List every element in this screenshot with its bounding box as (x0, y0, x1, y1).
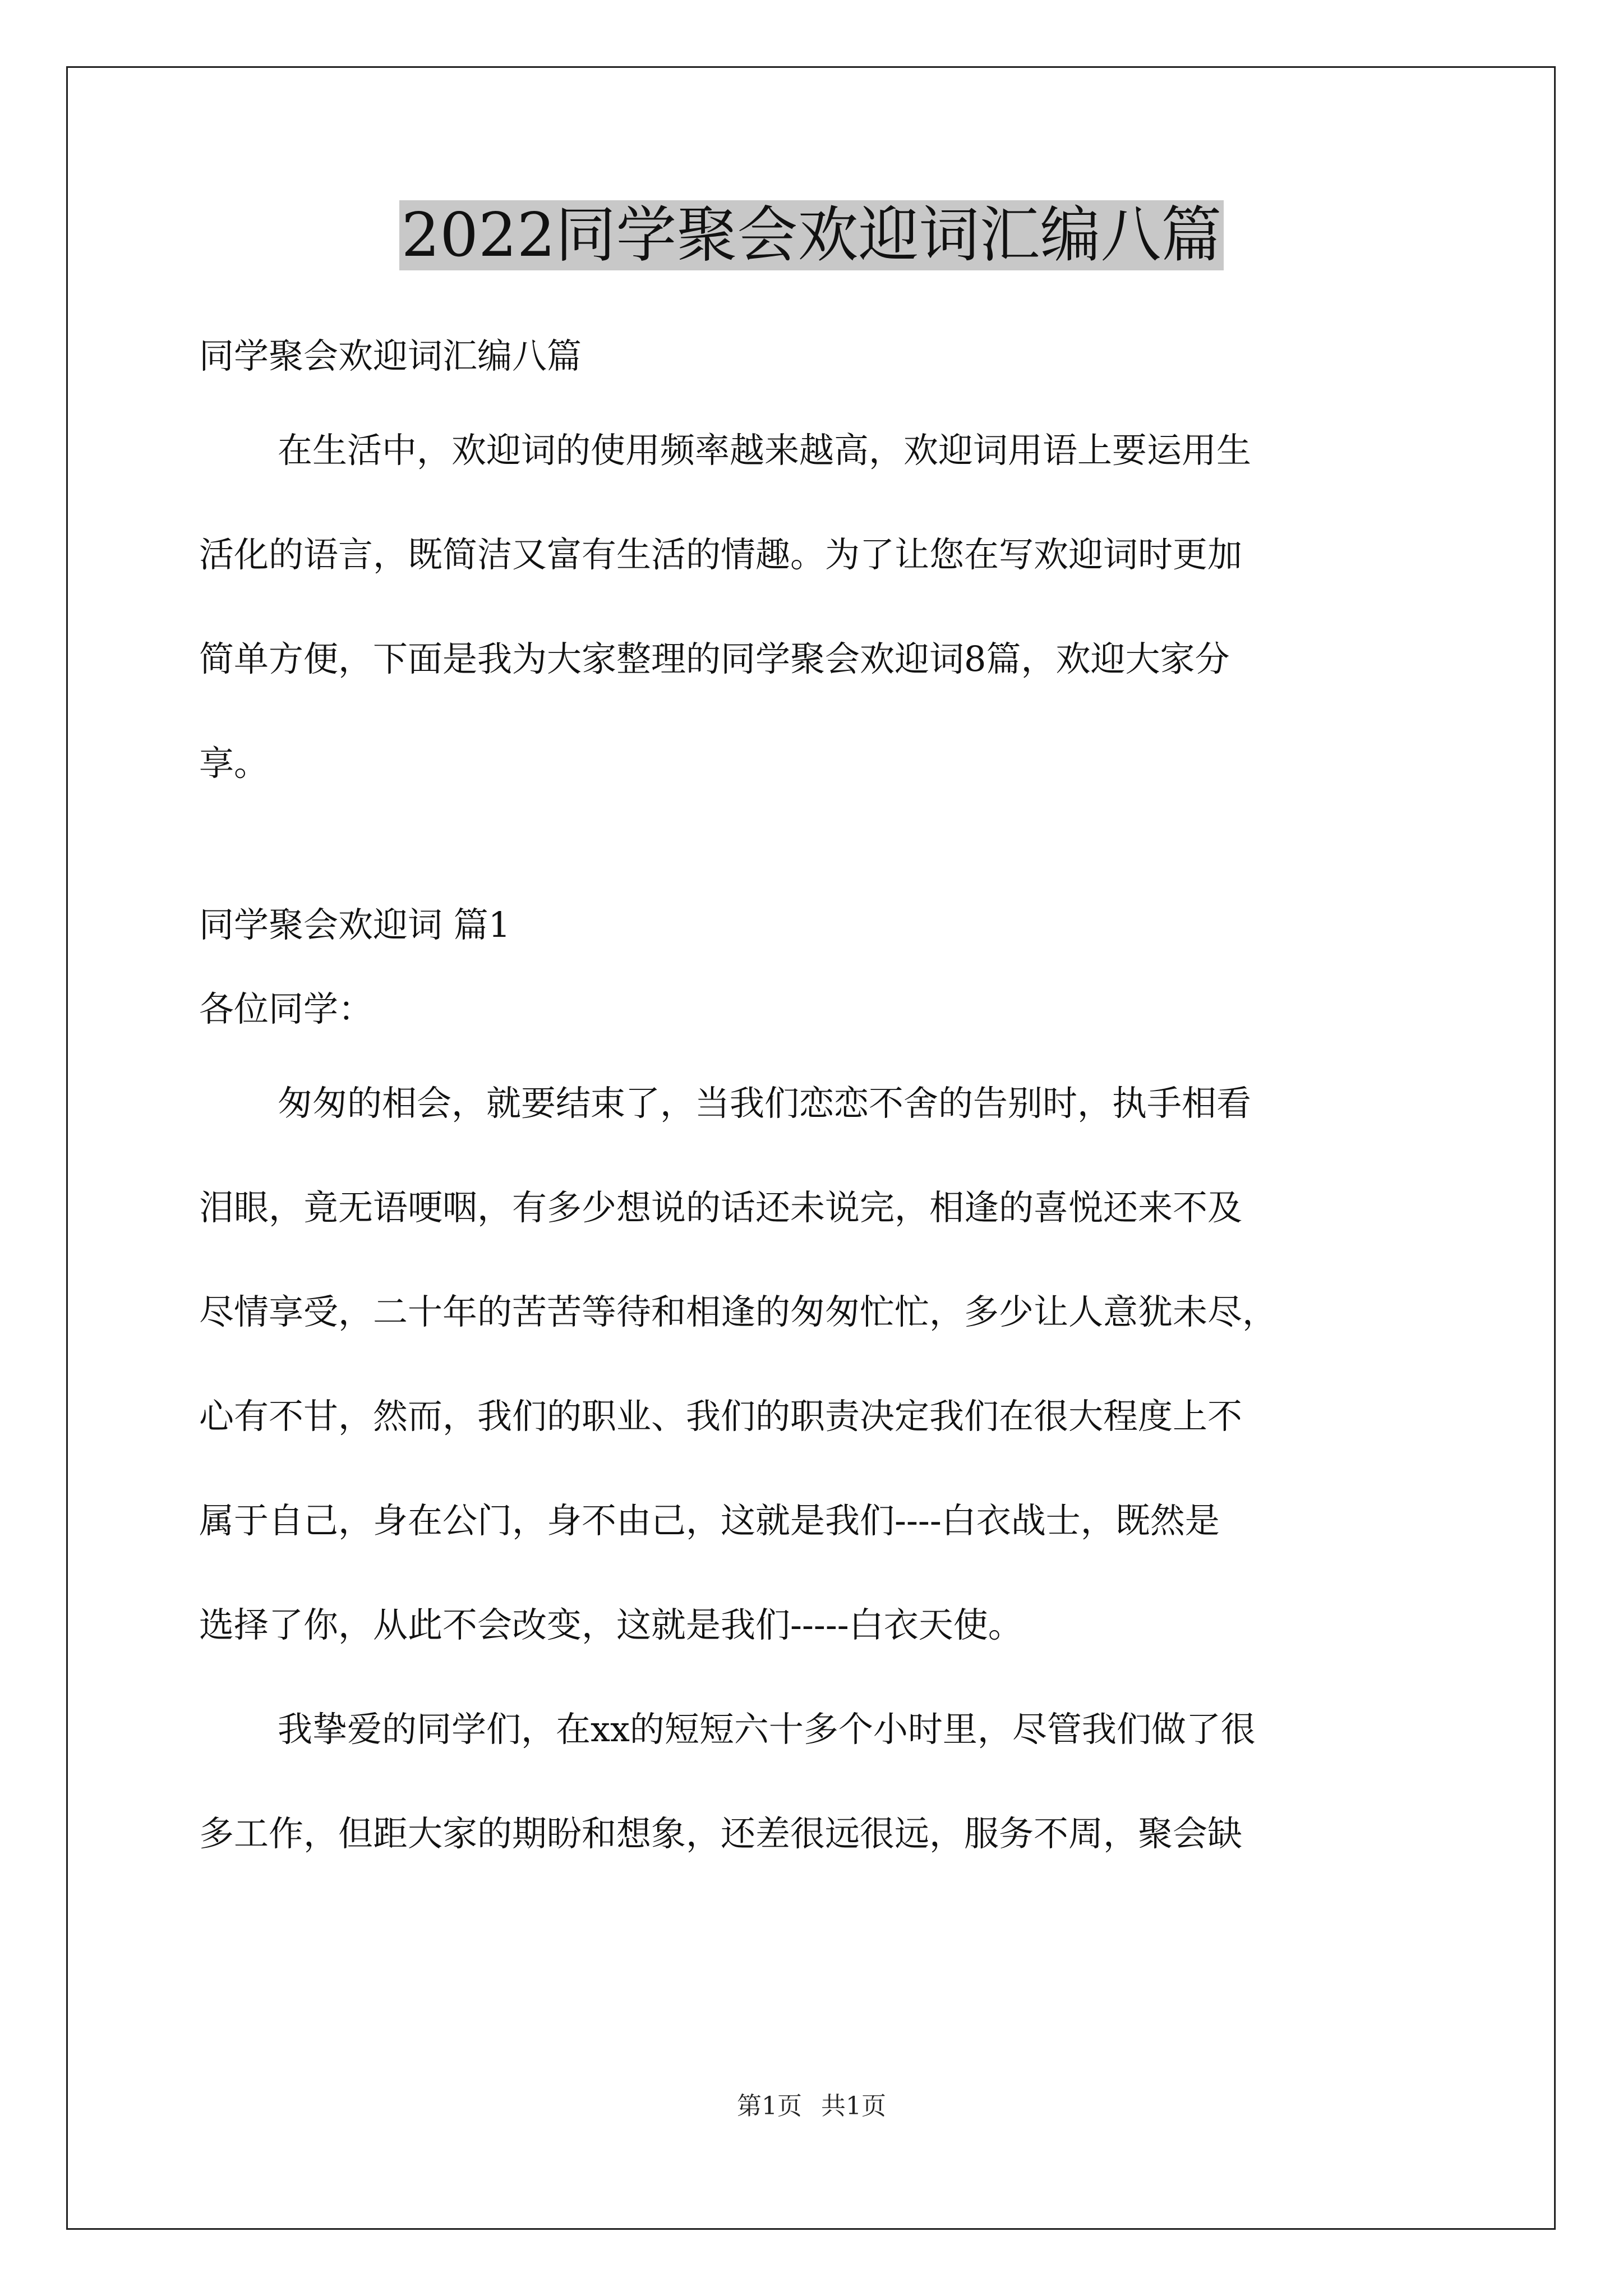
page-number: 第1页 (737, 2092, 802, 2120)
text-line: 选择了你，从此不会改变，这就是我们-----白衣天使。 (199, 1604, 1023, 1645)
salutation: 各位同学： (199, 988, 374, 1029)
intro-paragraph (199, 398, 1433, 816)
subtitle: 同学聚会欢迎词汇编八篇 (199, 335, 582, 376)
page-total: 共1页 (821, 2092, 886, 2120)
body-paragraph-1 (199, 1051, 1433, 1677)
document-title (0, 194, 1623, 278)
text-line: 属于自己，身在公门，身不由己，这就是我们----白衣战士，既然是 (199, 1500, 1220, 1541)
text-line: 我挚爱的同学们，在xx的短短六十多个小时里，尽管我们做了很 (278, 1709, 1256, 1750)
text-line: 活化的语言，既简洁又富有生活的情趣。为了让您在写欢迎词时更加 (199, 534, 1243, 575)
body-paragraph-2 (199, 1677, 1433, 1886)
document-title-text: 2022同学聚会欢迎词汇编八篇 (399, 200, 1224, 270)
text-line: 心有不甘，然而，我们的职业、我们的职责决定我们在很大程度上不 (199, 1396, 1243, 1437)
text-line: 多工作，但距大家的期盼和想象，还差很远很远，服务不周，聚会缺 (199, 1813, 1243, 1854)
text-line: 匆匆的相会，就要结束了，当我们恋恋不舍的告别时，执手相看 (278, 1083, 1252, 1124)
section-heading: 同学聚会欢迎词 篇1 (199, 904, 511, 945)
text-line: 泪眼，竟无语哽咽，有多少想说的话还未说完，相逢的喜悦还来不及 (199, 1187, 1243, 1228)
text-line: 享。 (199, 743, 269, 784)
text-line: 在生活中，欢迎词的使用频率越来越高，欢迎词用语上要运用生 (278, 430, 1252, 471)
spacer (199, 816, 1433, 883)
text-line: 简单方便，下面是我为大家整理的同学聚会欢迎词8篇，欢迎大家分 (199, 638, 1230, 679)
document-body (199, 314, 1433, 1886)
page-footer (0, 2090, 1623, 2123)
text-line: 尽情享受，二十年的苦苦等待和相逢的匆匆忙忙，多少让人意犹未尽， (199, 1291, 1278, 1332)
